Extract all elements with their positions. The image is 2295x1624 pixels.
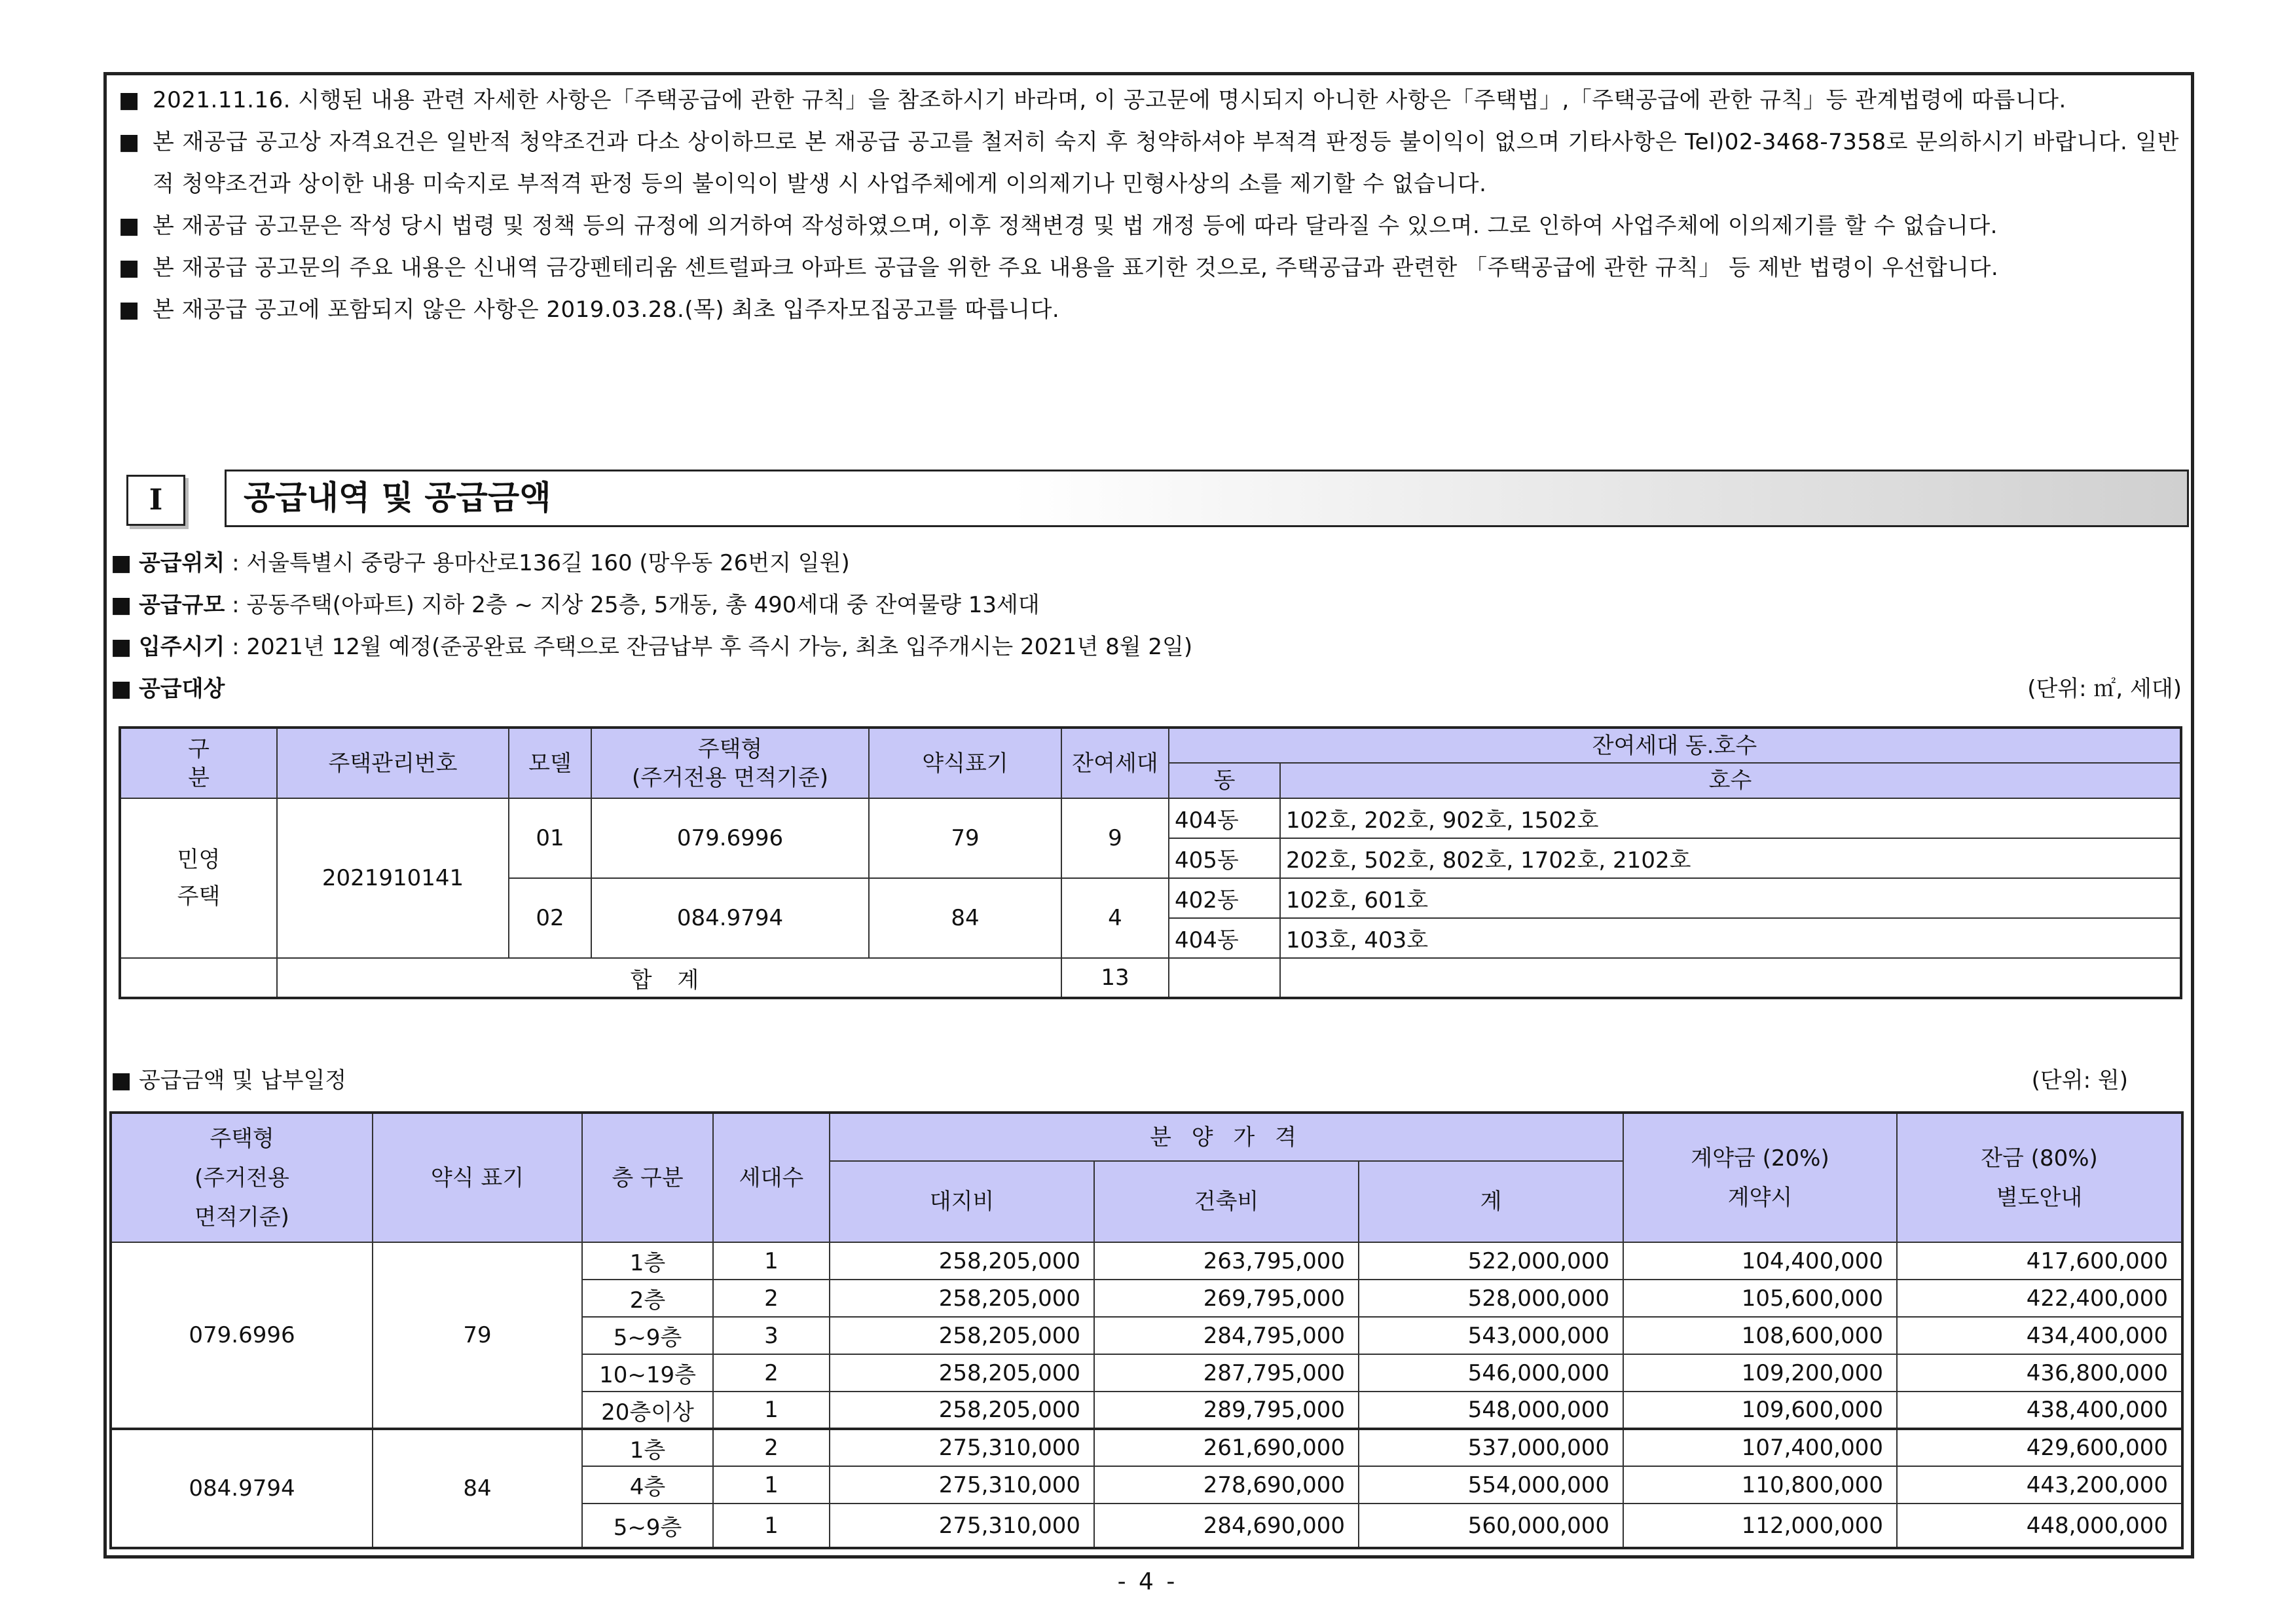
short-cell: 79 [869, 798, 1061, 878]
sum-cell: 548,000,000 [1359, 1392, 1623, 1429]
households-cell: 2 [713, 1280, 830, 1317]
supply-table [119, 726, 2182, 999]
total-value: 13 [1061, 958, 1169, 998]
mgmt-no-cell: 2021910141 [277, 798, 509, 958]
dong-cell: 405동 [1169, 838, 1280, 878]
sum-cell: 522,000,000 [1359, 1242, 1623, 1280]
bullet-icon: ■ [119, 87, 140, 113]
dong-cell: 404동 [1169, 918, 1280, 958]
sum-cell: 537,000,000 [1359, 1429, 1623, 1466]
sum-cell: 528,000,000 [1359, 1280, 1623, 1317]
category-cell: 민영 주택 [120, 798, 277, 958]
bullet-icon: ■ [119, 255, 140, 281]
households-cell: 1 [713, 1504, 830, 1548]
sum-cell: 543,000,000 [1359, 1317, 1623, 1354]
floor-cell: 10~19층 [582, 1354, 713, 1392]
sum-cell: 546,000,000 [1359, 1354, 1623, 1392]
header-type: 주택형 (주거전용 면적기준) [591, 728, 869, 798]
empty-cell [1280, 958, 2181, 998]
type-cell: 079.6996 [591, 798, 869, 878]
floor-cell: 5~9층 [582, 1504, 713, 1548]
empty-cell [1169, 958, 1280, 998]
land-cell: 275,310,000 [830, 1429, 1094, 1466]
info-label: 공급규모 [138, 592, 225, 618]
households-cell: 1 [713, 1466, 830, 1504]
bullet-icon: ■ [119, 297, 140, 323]
land-cell: 258,205,000 [830, 1354, 1094, 1392]
header-deposit: 계약금 (20%) 계약시 [1623, 1113, 1897, 1242]
dong-cell: 404동 [1169, 798, 1280, 838]
households-cell: 3 [713, 1317, 830, 1354]
type-cell: 084.9794 [111, 1429, 373, 1548]
land-cell: 258,205,000 [830, 1280, 1094, 1317]
short-cell: 84 [373, 1429, 582, 1548]
balance-cell: 448,000,000 [1897, 1504, 2182, 1548]
dong-cell: 402동 [1169, 878, 1280, 918]
header-remaining: 잔여세대 [1061, 728, 1169, 798]
empty-cell [120, 958, 277, 998]
households-cell: 2 [713, 1429, 830, 1466]
deposit-cell: 112,000,000 [1623, 1504, 1897, 1548]
info-label: 공급위치 [138, 550, 225, 576]
notice-text: 본 재공급 공고상 자격요건은 일반적 청약조건과 다소 상이하므로 본 재공급 공고를 철저히 숙지 후 청약하셔야 부적격 판정등 불이익이 없으며 기타사항은 Tel)02-3468-7358로 문의하시기 바랍니다. 일반적 청약조건과 상이한 내용 미숙지로 부적격 판정 등의 불이익이 발생 시 사업주체에게 이의제기나 민형사상의 소를 제기할 수 없습니다. [153, 129, 2179, 197]
info-value: : 2021년 12월 예정(준공완료 주택으로 잔금납부 후 즉시 가능, 최초 입주개시는 2021년 8월 2일) [225, 634, 1193, 660]
section-title: 공급내역 및 공급금액 [225, 470, 2189, 527]
balance-cell: 422,400,000 [1897, 1280, 2182, 1317]
info-location: ■ 공급위치 : 서울특별시 중랑구 용마산로136길 160 (망우동 26번지 일원) [111, 550, 850, 576]
info-label: 공급금액 및 납부일정 [138, 1067, 347, 1094]
header-ho: 호수 [1280, 763, 2181, 798]
header-floor: 층 구분 [582, 1113, 713, 1242]
balance-cell: 429,600,000 [1897, 1429, 2182, 1466]
notice-item [119, 247, 2179, 289]
header-short: 약식 표기 [373, 1113, 582, 1242]
building-cell: 284,795,000 [1094, 1317, 1359, 1354]
balance-cell: 417,600,000 [1897, 1242, 2182, 1280]
header-mgmt-no: 주택관리번호 [277, 728, 509, 798]
type-cell: 079.6996 [111, 1242, 373, 1429]
remaining-cell: 4 [1061, 878, 1169, 958]
ho-cell: 202호, 502호, 802호, 1702호, 2102호 [1280, 838, 2181, 878]
land-cell: 258,205,000 [830, 1242, 1094, 1280]
target-unit-note: (단위: ㎡, 세대) [2027, 676, 2182, 702]
households-cell: 1 [713, 1242, 830, 1280]
info-label: 공급대상 [138, 676, 225, 702]
header-households: 세대수 [713, 1113, 830, 1242]
bullet-icon: ■ [119, 213, 140, 239]
ho-cell: 102호, 601호 [1280, 878, 2181, 918]
ho-cell: 103호, 403호 [1280, 918, 2181, 958]
notice-item [119, 289, 2179, 331]
info-price: ■ 공급금액 및 납부일정 [111, 1067, 347, 1094]
model-cell: 01 [509, 798, 591, 878]
header-short: 약식표기 [869, 728, 1061, 798]
households-cell: 2 [713, 1354, 830, 1392]
info-movein: ■ 입주시기 : 2021년 12월 예정(준공완료 주택으로 잔금납부 후 즉시 가능, 최초 입주개시는 2021년 8월 2일) [111, 634, 1193, 660]
header-unit-group: 잔여세대 동.호수 [1169, 728, 2181, 763]
deposit-cell: 104,400,000 [1623, 1242, 1897, 1280]
balance-cell: 438,400,000 [1897, 1392, 2182, 1429]
header-sum: 계 [1359, 1161, 1623, 1242]
header-price-group: 분 양 가 격 [830, 1113, 1623, 1161]
building-cell: 287,795,000 [1094, 1354, 1359, 1392]
balance-cell: 443,200,000 [1897, 1466, 2182, 1504]
notice-text: 본 재공급 공고문은 작성 당시 법령 및 정책 등의 규정에 의거하여 작성하였으며, 이후 정책변경 및 법 개정 등에 따라 달라질 수 있으며. 그로 인하여 사업주체에 이의제기를 할 수 없습니다. [153, 213, 1998, 239]
header-building: 건축비 [1094, 1161, 1359, 1242]
page-number: - 4 - [1117, 1568, 1178, 1595]
land-cell: 258,205,000 [830, 1317, 1094, 1354]
building-cell: 289,795,000 [1094, 1392, 1359, 1429]
section-number: I [126, 475, 185, 526]
short-cell: 79 [373, 1242, 582, 1429]
notice-text: 본 재공급 공고문의 주요 내용은 신내역 금강펜테리움 센트럴파크 아파트 공급을 위한 주요 내용을 표기한 것으로, 주택공급과 관련한 「주택공급에 관한 규칙」 등 제반 법령이 우선합니다. [153, 255, 1999, 281]
info-label: 입주시기 [138, 634, 225, 660]
sum-cell: 554,000,000 [1359, 1466, 1623, 1504]
building-cell: 261,690,000 [1094, 1429, 1359, 1466]
header-land: 대지비 [830, 1161, 1094, 1242]
deposit-cell: 108,600,000 [1623, 1317, 1897, 1354]
header-dong: 동 [1169, 763, 1280, 798]
deposit-cell: 109,200,000 [1623, 1354, 1897, 1392]
total-label: 합 계 [277, 958, 1061, 998]
type-cell: 084.9794 [591, 878, 869, 958]
deposit-cell: 109,600,000 [1623, 1392, 1897, 1429]
remaining-cell: 9 [1061, 798, 1169, 878]
floor-cell: 4층 [582, 1466, 713, 1504]
info-target: ■ 공급대상 [111, 676, 225, 702]
building-cell: 284,690,000 [1094, 1504, 1359, 1548]
total-row [120, 958, 2181, 998]
deposit-cell: 105,600,000 [1623, 1280, 1897, 1317]
building-cell: 278,690,000 [1094, 1466, 1359, 1504]
floor-cell: 1층 [582, 1429, 713, 1466]
deposit-cell: 107,400,000 [1623, 1429, 1897, 1466]
model-cell: 02 [509, 878, 591, 958]
header-category: 구 분 [120, 728, 277, 798]
table-row [111, 1429, 2182, 1466]
deposit-cell: 110,800,000 [1623, 1466, 1897, 1504]
price-table [109, 1111, 2184, 1549]
bullet-icon: ■ [119, 129, 140, 155]
table-row [111, 1242, 2182, 1280]
floor-cell: 1층 [582, 1242, 713, 1280]
notice-list [119, 79, 2179, 331]
households-cell: 1 [713, 1392, 830, 1429]
land-cell: 275,310,000 [830, 1466, 1094, 1504]
land-cell: 258,205,000 [830, 1392, 1094, 1429]
ho-cell: 102호, 202호, 902호, 1502호 [1280, 798, 2181, 838]
info-scale: ■ 공급규모 : 공동주택(아파트) 지하 2층 ~ 지상 25층, 5개동, 총 490세대 중 잔여물량 13세대 [111, 592, 1040, 618]
page-frame [103, 72, 2194, 1559]
header-model: 모델 [509, 728, 591, 798]
info-value: : 공동주택(아파트) 지하 2층 ~ 지상 25층, 5개동, 총 490세대 중 잔여물량 13세대 [225, 592, 1040, 618]
floor-cell: 20층이상 [582, 1392, 713, 1429]
balance-cell: 434,400,000 [1897, 1317, 2182, 1354]
notice-item [119, 79, 2179, 121]
table-row [120, 798, 2181, 838]
info-value: : 서울특별시 중랑구 용마산로136길 160 (망우동 26번지 일원) [225, 550, 850, 576]
building-cell: 263,795,000 [1094, 1242, 1359, 1280]
header-type: 주택형 (주거전용 면적기준) [111, 1113, 373, 1242]
header-balance: 잔금 (80%) 별도안내 [1897, 1113, 2182, 1242]
building-cell: 269,795,000 [1094, 1280, 1359, 1317]
notice-text: 본 재공급 공고에 포함되지 않은 사항은 2019.03.28.(목) 최초 입주자모집공고를 따릅니다. [153, 297, 1060, 323]
notice-text: 2021.11.16. 시행된 내용 관련 자세한 사항은「주택공급에 관한 규칙」을 참조하시기 바라며, 이 공고문에 명시되지 아니한 사항은「주택법」,「주택공급에 관한 규칙」등 관계법령에 따릅니다. [153, 87, 2066, 113]
notice-item [119, 121, 2179, 205]
section-header [126, 470, 2189, 530]
land-cell: 275,310,000 [830, 1504, 1094, 1548]
floor-cell: 2층 [582, 1280, 713, 1317]
sum-cell: 560,000,000 [1359, 1504, 1623, 1548]
floor-cell: 5~9층 [582, 1317, 713, 1354]
price-unit-note: (단위: 원) [2031, 1067, 2128, 1094]
balance-cell: 436,800,000 [1897, 1354, 2182, 1392]
notice-item [119, 205, 2179, 247]
short-cell: 84 [869, 878, 1061, 958]
